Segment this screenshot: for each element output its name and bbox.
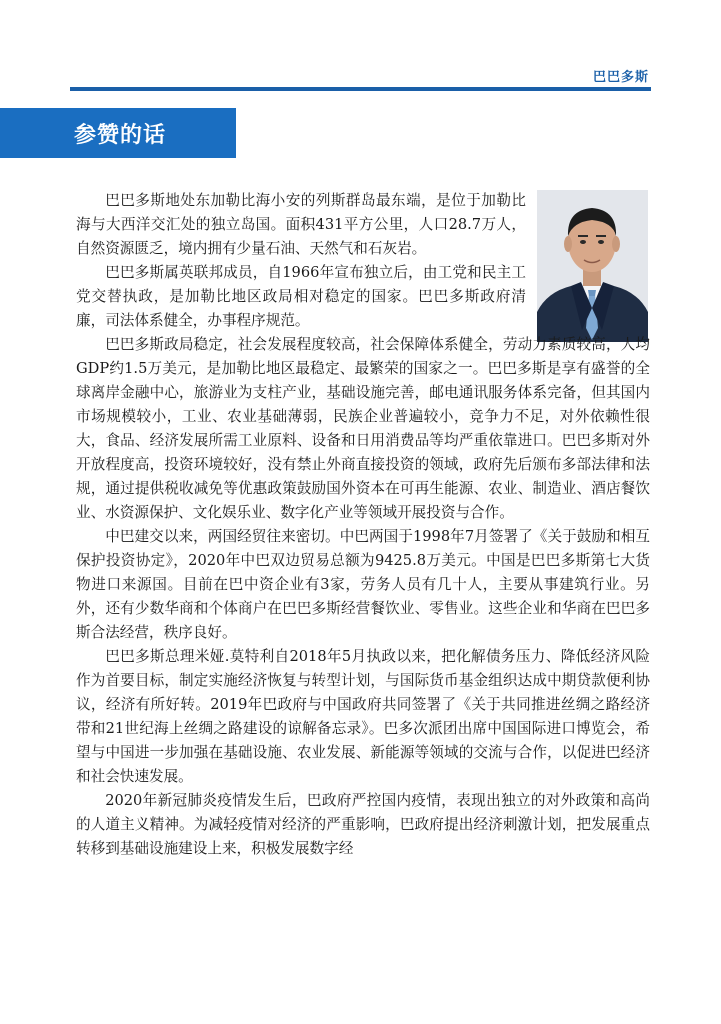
paragraph-economy: 巴巴多斯政局稳定，社会发展程度较高，社会保障体系健全，劳动力素质较高，人均GDP约1.5万美元，是加勒比地区最稳定、最繁荣的国家之一。巴巴多斯是享有盛誉的全球离岸金融中心，旅游业为支柱产业，基础设施完善，邮电通讯服务体系完备，但其国内市场规模较小，工业、农业基础薄弱，民族企业普遍较小，竞争力不足，对外依赖性很大，食品、经济发展所需工业原料、设备和日用消费品等均严重依靠进口。巴巴多斯对外开放程度高，投资环境较好，没有禁止外商直接投资的领域，政府先后颁布多部法律和法规，通过提供税收减免等优惠政策鼓励国外资本在可再生能源、农业、制造业、酒店餐饮业、水资源保护、文化娱乐业、数字化产业等领域开展投资与合作。 — [76, 336, 650, 521]
paragraph-bilateral-trade: 中巴建交以来，两国经贸往来密切。中巴两国于1998年7月签署了《关于鼓励和相互保护投资协定》，2020年中巴双边贸易总额为9425.8万美元。中国是巴巴多斯第七大货物进口来源国。目前在巴中资企业有3家，劳务人员有几十人，主要从事建筑行业。另外，还有少数华商和个体商户在巴巴多斯经营餐饮业、零售业。这些企业和华商在巴巴多斯合法经营，秩序良好。 — [76, 528, 650, 641]
running-header-country: 巴巴多斯 — [592, 70, 649, 85]
header-rule — [70, 87, 651, 91]
section-banner — [0, 108, 236, 158]
body-text — [76, 189, 650, 861]
paragraph-politics: 巴巴多斯属英联邦成员，自1966年宣布独立后，由工党和民主工党交替执政，是加勒比地区政局相对稳定的国家。巴巴多斯政府清廉，司法体系健全，办事程序规范。 — [76, 264, 526, 329]
paragraph-pandemic: 2020年新冠肺炎疫情发生后，巴政府严控国内疫情，表现出独立的对外政策和高尚的人道主义精神。为减轻疫情对经济的严重影响，巴政府提出经济刺激计划，把发展重点转移到基础设施建设上来，积极发展数字经 — [76, 792, 650, 857]
section-title: 参赞的话 — [74, 122, 167, 148]
paragraph-geography: 巴巴多斯地处东加勒比海小安的列斯群岛最东端，是位于加勒比海与大西洋交汇处的独立岛国。面积431平方公里，人口28.7万人，自然资源匮乏，境内拥有少量石油、天然气和石灰岩。 — [76, 192, 526, 257]
paragraph-cooperation: 巴巴多斯总理米娅.莫特利自2018年5月执政以来，把化解债务压力、降低经济风险作为首要目标，制定实施经济恢复与转型计划，与国际货币基金组织达成中期贷款便利协议，经济有所好转。2019年巴政府与中国政府共同签署了《关于共同推进丝绸之路经济带和21世纪海上丝绸之路建设的谅解备忘录》。巴多次派团出席中国国际进口博览会，希望与中国进一步加强在基础设施、农业发展、新能源等领域的交流与合作，以促进巴经济和社会快速发展。 — [76, 648, 650, 785]
